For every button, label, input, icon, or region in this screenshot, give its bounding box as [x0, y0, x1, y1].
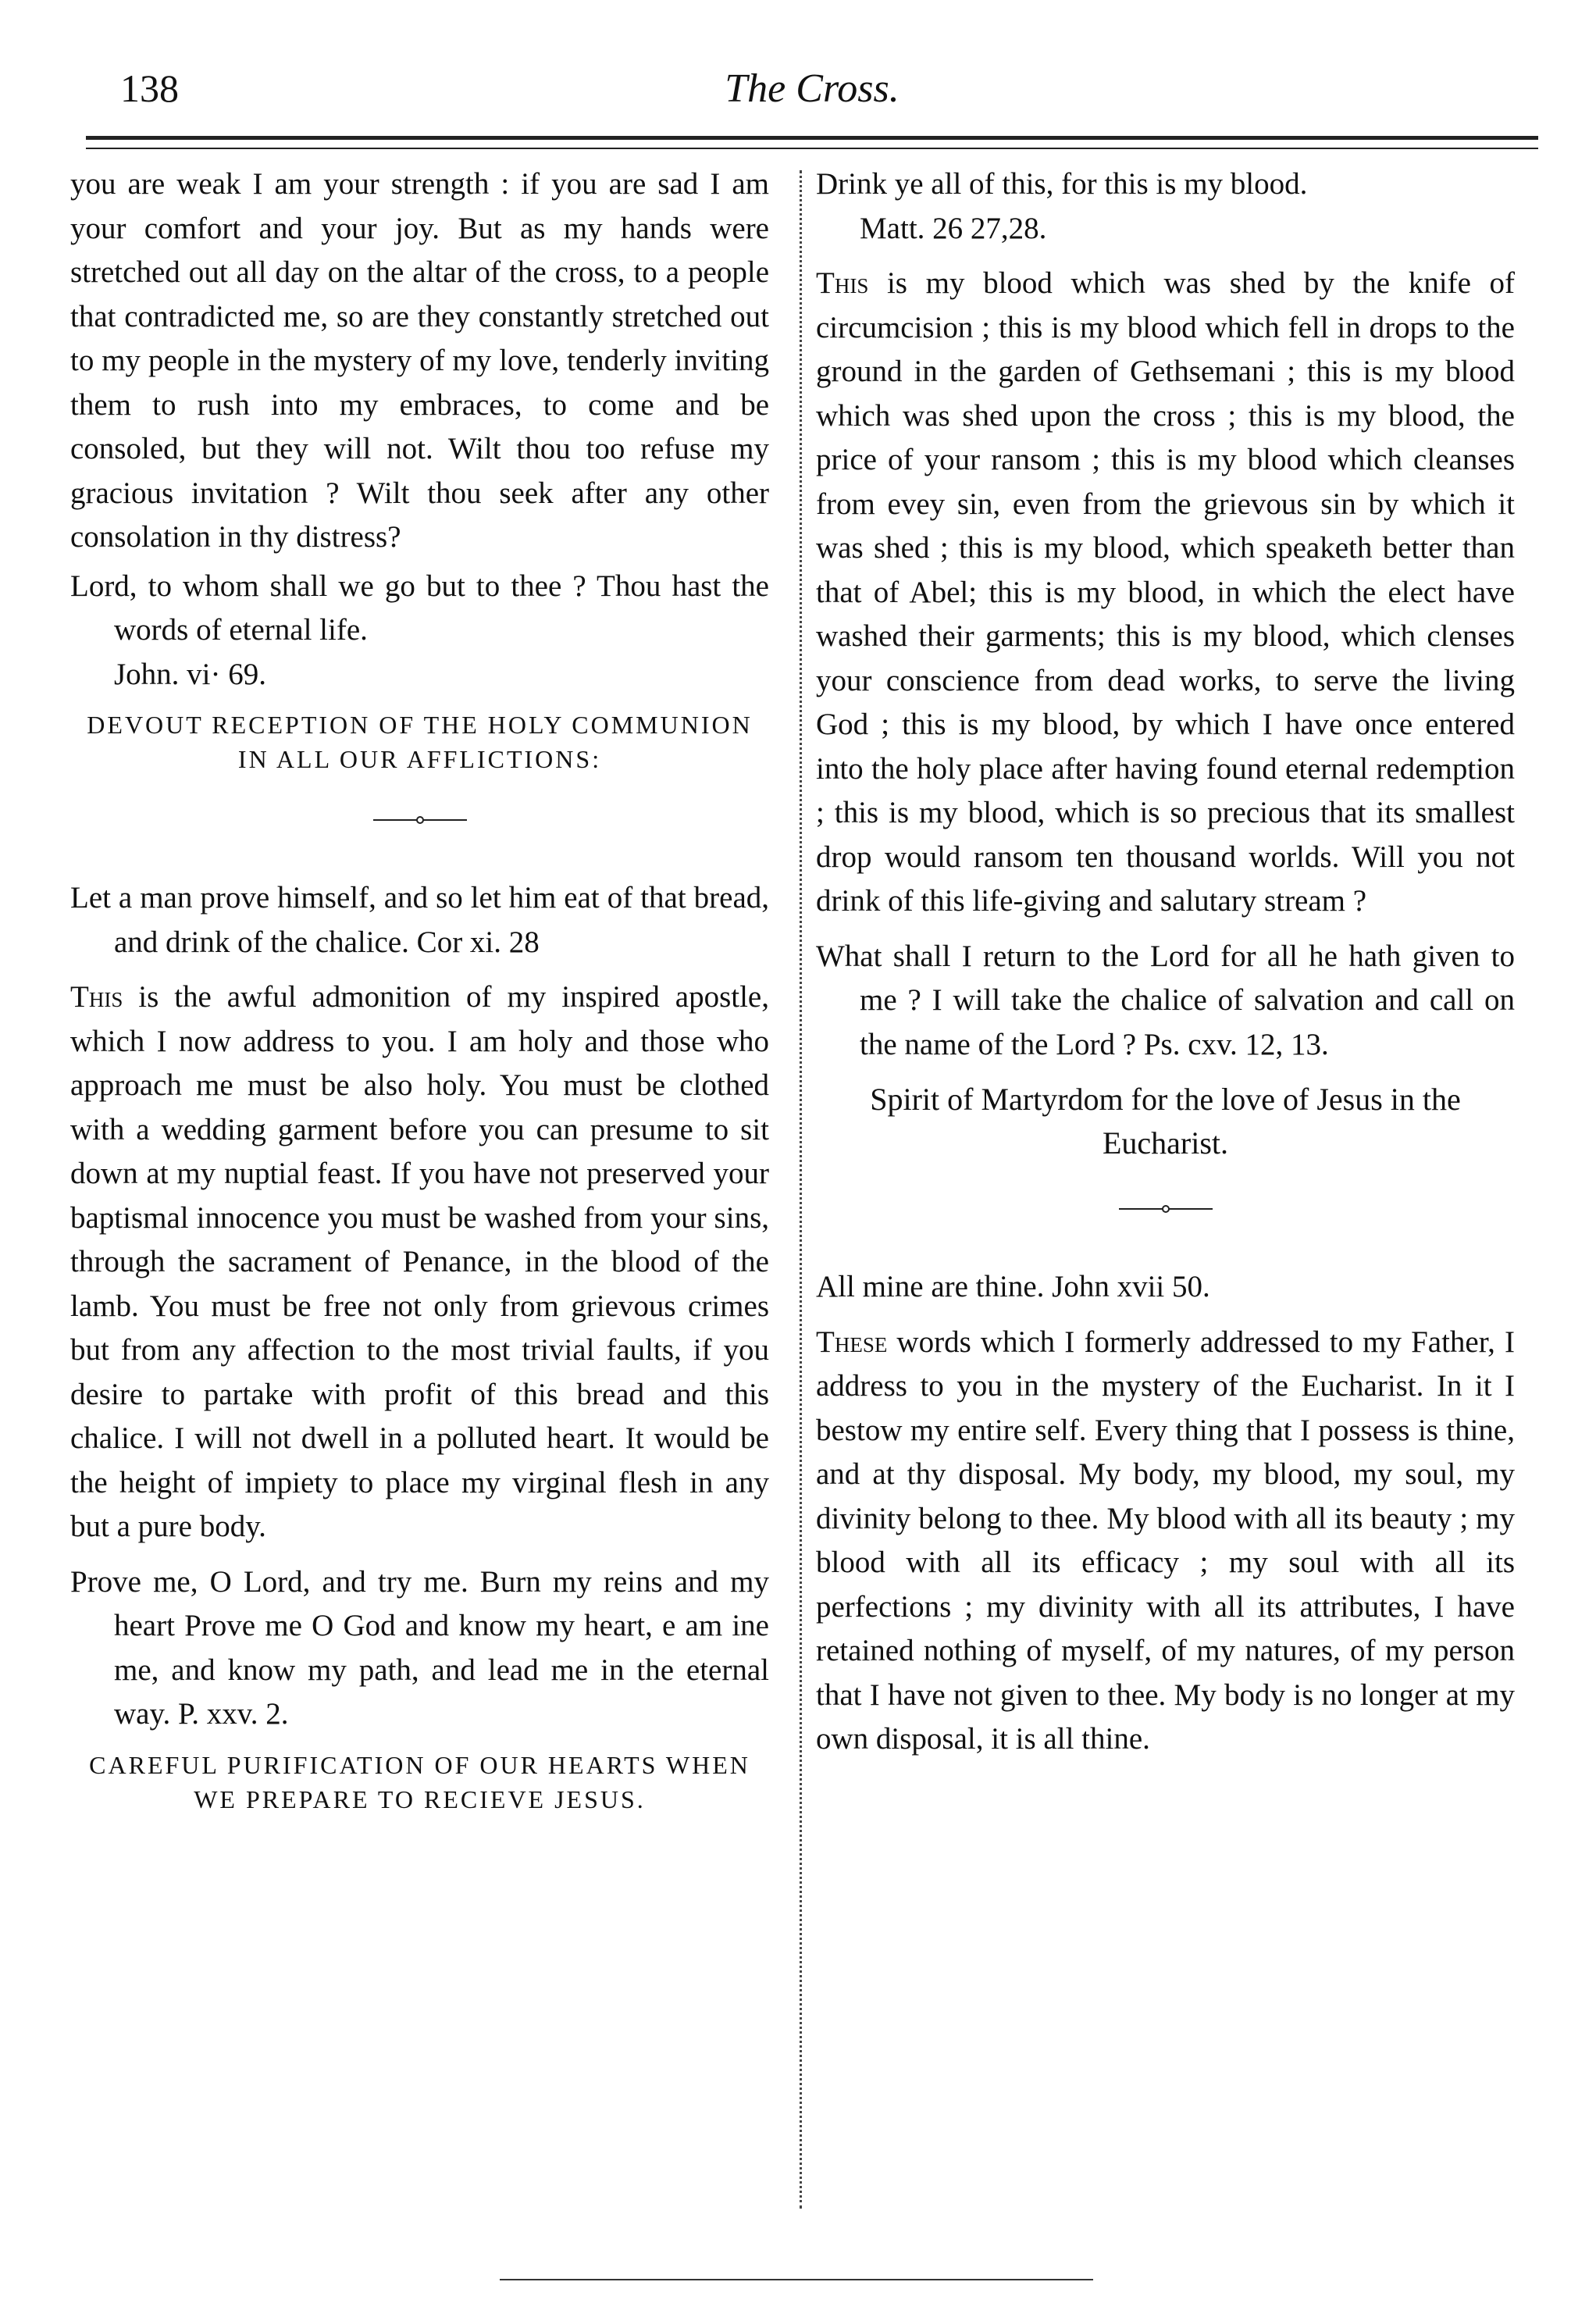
right-column	[816, 162, 1515, 1762]
page-number: 138	[120, 66, 179, 110]
left-verse-3: Prove me, O Lord, and try me. Burn my reins and my heart Prove me O God and know my heart, e am ine me, and know my path, and lead me in the eternal way. P. xxv. 2.	[70, 1564, 769, 1731]
right-paragraph-2	[816, 1321, 1515, 1762]
right-paragraph-2-body: words which I formerly addressed to my Father, I address to you in the mystery of the Eucharist. In it I bestow my entire self. Every thing that I possess is thine, and at thy disposal. My body, my blood, my soul, my divinity belong to thee. My blood with all its beauty ; my blood with all its efficacy ; my soul with all its perfections ; my divinity with all its attributes, I have retained nothing of myself, of my natures, of my person that I have not given to thee. My body is no longer at my own disposal, it is all thine.	[816, 1325, 1515, 1756]
right-paragraph-2-lead: These	[816, 1325, 888, 1359]
right-paragraph-1	[816, 262, 1515, 924]
right-verse-2: What shall I return to the Lord for all he hath given to me ? I will take the chalice of salvation and call on the name of the Lord ? Ps. cxv. 12, 13.	[816, 939, 1515, 1061]
right-verse-1: Drink ye all of this, for this is my blood.	[816, 167, 1308, 201]
section-heading-spirit-of-martyrdom: Spirit of Martyrdom for the love of Jesus in the Eucharist.	[870, 1082, 1461, 1161]
left-paragraph-2-lead: This	[70, 980, 123, 1014]
running-title: The Cross.	[725, 66, 900, 111]
left-verse-2: Let a man prove himself, and so let him eat of that bread, and drink of the chalice. Cor xi. 28	[70, 881, 769, 959]
footer-rule	[500, 2279, 1093, 2280]
left-column	[70, 162, 769, 1817]
right-verse-3: All mine are thine. John xvii 50.	[816, 1270, 1210, 1303]
left-paragraph-2-body: is the awful admonition of my inspired apostle, which I now address to you. I am holy and those who approach me must be also holy. You must be clothed with a wedding garment before you can presume to sit down at my nuptial feast. If you have not preserved your baptismal innocence you must be washed from your sins, through the sacrament of Penance, in the blood of the lamb. You must be free not only from grievous crimes but from any affection to the most trivial faults, if you desire to partake with profit of this bread and this chalice. I will not dwell in a polluted heart. It would be the height of impiety to place my virginal flesh in any but a pure body.	[70, 980, 769, 1543]
ornament-divider	[373, 812, 467, 828]
left-paragraph-2	[70, 975, 769, 1549]
section-heading-careful-purification: CAREFUL PURIFICATION OF OUR HEARTS WHEN WE PREPARE TO RECIEVE JESUS.	[89, 1750, 750, 1813]
right-verse-1-reference: Matt. 26 27,28.	[860, 211, 1047, 245]
section-heading-devout-reception: DEVOUT RECEPTION OF THE HOLY COMMUNION IN ALL OUR AFFLICTIONS:	[87, 711, 753, 773]
left-verse-1-reference: John. vi· 69.	[114, 657, 266, 691]
page-header	[86, 66, 1538, 128]
column-divider	[800, 170, 802, 2209]
right-paragraph-1-lead: This	[816, 266, 869, 300]
ornament-divider	[1119, 1201, 1213, 1217]
left-verse-1: Lord, to whom shall we go but to thee ? Thou hast the words of eternal life.	[70, 569, 769, 647]
left-paragraph-1: you are weak I am your strength : if you are sad I am your comfort and your joy. But as my hands were stretched out all day on the altar of the cross, to a people that contradicted me, so are they constantly stretched out to my people in the mystery of my love, tenderly inviting them to rush into my embraces, to come and be consoled, but they will not. Wilt thou too refuse my gracious invitation ? Wilt thou seek after any other consolation in thy distress?	[70, 167, 769, 554]
right-paragraph-1-body: is my blood which was shed by the knife of circumcision ; this is my blood which fell in drops to the ground in the garden of Gethsemani ; this is my blood which was shed upon the cross ; this is my blood, the price of your ransom ; this is my blood which cleanses from evey sin, even from the grievous sin by which it was shed ; this is my blood, which speaketh better than that of Abel; this is my blood, in which the elect have washed their garments; this is my blood, which clenses your conscience from dead works, to serve the living God ; this is my blood, by which I have once entered into the holy place after having found eternal redemption ; this is my blood, which is so precious that its smallest drop would ransom ten thousand worlds. Will you not drink of this life-giving and salutary stream ?	[816, 266, 1515, 918]
header-rule	[86, 136, 1538, 149]
